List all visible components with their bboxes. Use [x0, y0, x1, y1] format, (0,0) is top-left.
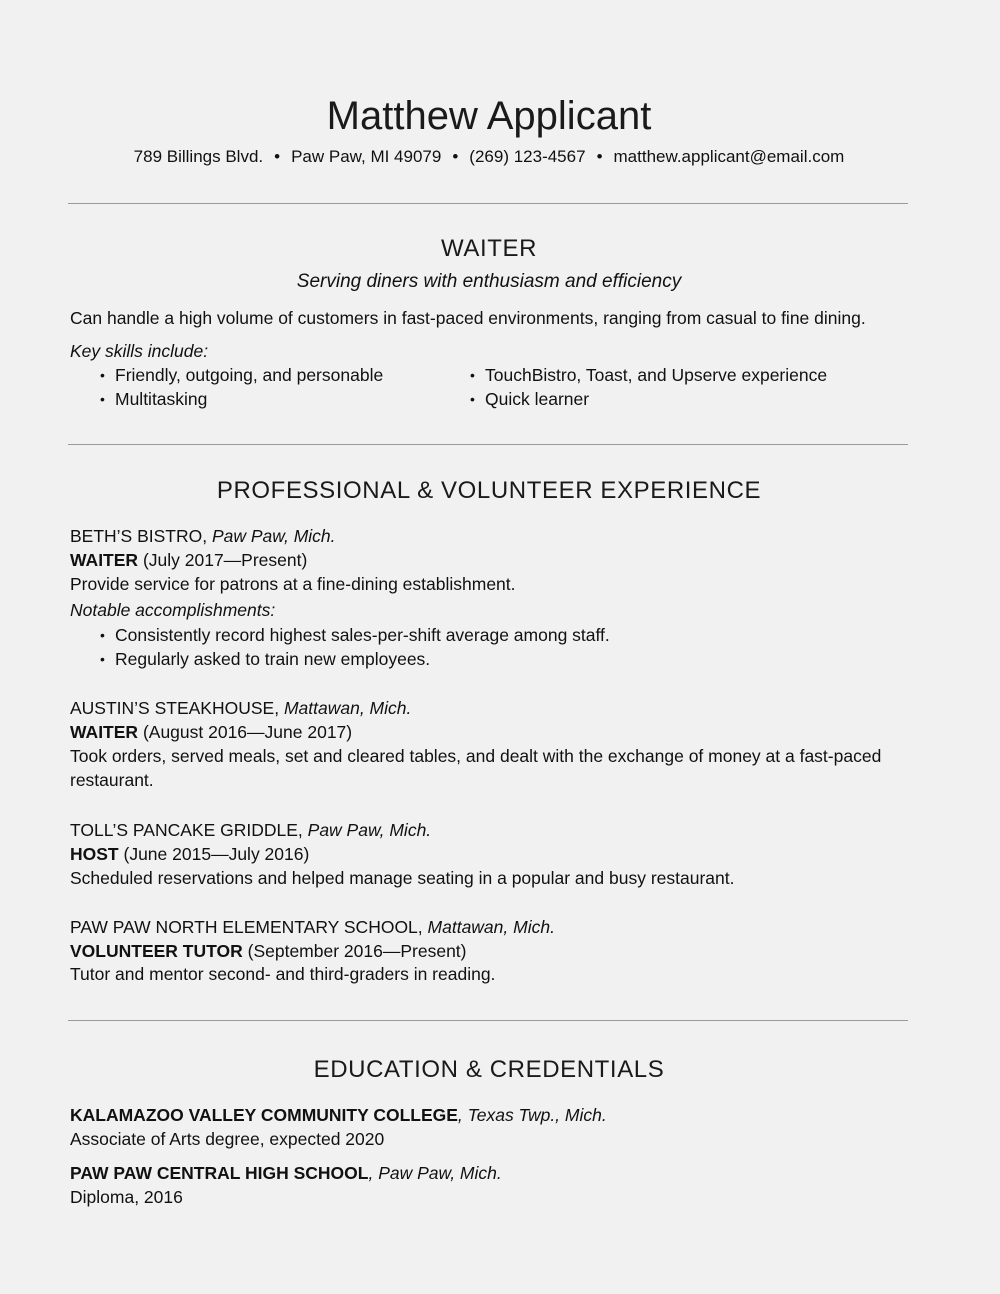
job-employer-line	[70, 818, 431, 842]
skill-item: • Multitasking	[115, 387, 207, 411]
job-dates: (June 2015—July 2016)	[123, 844, 310, 864]
job-role: VOLUNTEER TUTOR	[70, 941, 243, 961]
applicant-name: Matthew Applicant	[326, 94, 652, 138]
skill-item: • TouchBistro, Toast, and Upserve experience	[485, 363, 827, 387]
contact-line	[70, 145, 908, 169]
contact-separator: •	[274, 147, 281, 166]
job-dates: (August 2016—June 2017)	[142, 722, 353, 742]
job-role: WAITER	[70, 722, 139, 742]
job-employer-line	[70, 915, 555, 939]
accomplishments-label: Notable accomplishments:	[70, 600, 276, 620]
education-title: EDUCATION & CREDENTIALS	[313, 1056, 665, 1083]
accomplishment-item: • Regularly asked to train new employees.	[115, 647, 430, 671]
job-location: Mattawan, Mich.	[283, 698, 412, 718]
school-credential: Associate of Arts degree, expected 2020	[70, 1129, 385, 1149]
school-location: , Paw Paw, Mich.	[368, 1163, 502, 1183]
job-employer-line	[70, 696, 411, 720]
job-employer: PAW PAW NORTH ELEMENTARY SCHOOL,	[70, 917, 423, 937]
summary-tagline: Serving diners with enthusiasm and efficiency	[296, 271, 682, 292]
school-location: , Texas Twp., Mich.	[457, 1105, 607, 1125]
job-role-line	[70, 842, 309, 866]
contact-separator: •	[452, 147, 459, 166]
job-role-line	[70, 939, 467, 963]
school-name: KALAMAZOO VALLEY COMMUNITY COLLEGE	[70, 1105, 458, 1125]
job-location: Paw Paw, Mich.	[307, 820, 432, 840]
contact-separator: •	[596, 147, 603, 166]
school-credential: Diploma, 2016	[70, 1187, 183, 1207]
job-role-line	[70, 548, 307, 572]
job-role-line	[70, 720, 352, 744]
contact-phone: (269) 123-4567	[469, 147, 586, 166]
divider	[68, 1020, 908, 1021]
job-description: Provide service for patrons at a fine-dining establishment.	[70, 574, 516, 594]
experience-title: PROFESSIONAL & VOLUNTEER EXPERIENCE	[216, 477, 762, 504]
job-employer: BETH’S BISTRO,	[70, 526, 208, 546]
school-name: PAW PAW CENTRAL HIGH SCHOOL	[70, 1163, 369, 1183]
skill-item: • Quick learner	[485, 387, 589, 411]
job-dates: (July 2017—Present)	[142, 550, 308, 570]
school-line	[70, 1103, 607, 1127]
summary-description: Can handle a high volume of customers in fast-paced environments, ranging from casual to fine dining.	[70, 308, 866, 328]
divider	[68, 444, 908, 445]
skills-label: Key skills include:	[70, 341, 209, 361]
job-employer: AUSTIN’S STEAKHOUSE,	[70, 698, 280, 718]
contact-email: matthew.applicant@email.com	[613, 147, 845, 166]
job-employer: TOLL’S PANCAKE GRIDDLE,	[70, 820, 303, 840]
contact-address: 789 Billings Blvd.	[133, 147, 264, 166]
job-description: Took orders, served meals, set and cleared tables, and dealt with the exchange of money at a fast-paced restaurant.	[70, 746, 882, 790]
resume-page	[70, 0, 908, 1294]
skill-item: • Friendly, outgoing, and personable	[115, 363, 383, 387]
job-description: Scheduled reservations and helped manage seating in a popular and busy restaurant.	[70, 868, 735, 888]
summary-title: WAITER	[440, 235, 538, 262]
job-location: Paw Paw, Mich.	[211, 526, 336, 546]
job-role: WAITER	[70, 550, 139, 570]
job-location: Mattawan, Mich.	[427, 917, 555, 937]
school-line	[70, 1161, 502, 1185]
contact-city: Paw Paw, MI 49079	[291, 147, 442, 166]
job-employer-line	[70, 524, 336, 548]
divider	[68, 203, 908, 204]
job-dates: (September 2016—Present)	[247, 941, 467, 961]
job-description: Tutor and mentor second- and third-graders in reading.	[70, 964, 496, 984]
accomplishment-item: • Consistently record highest sales-per-shift average among staff.	[115, 623, 610, 647]
job-role: HOST	[70, 844, 119, 864]
